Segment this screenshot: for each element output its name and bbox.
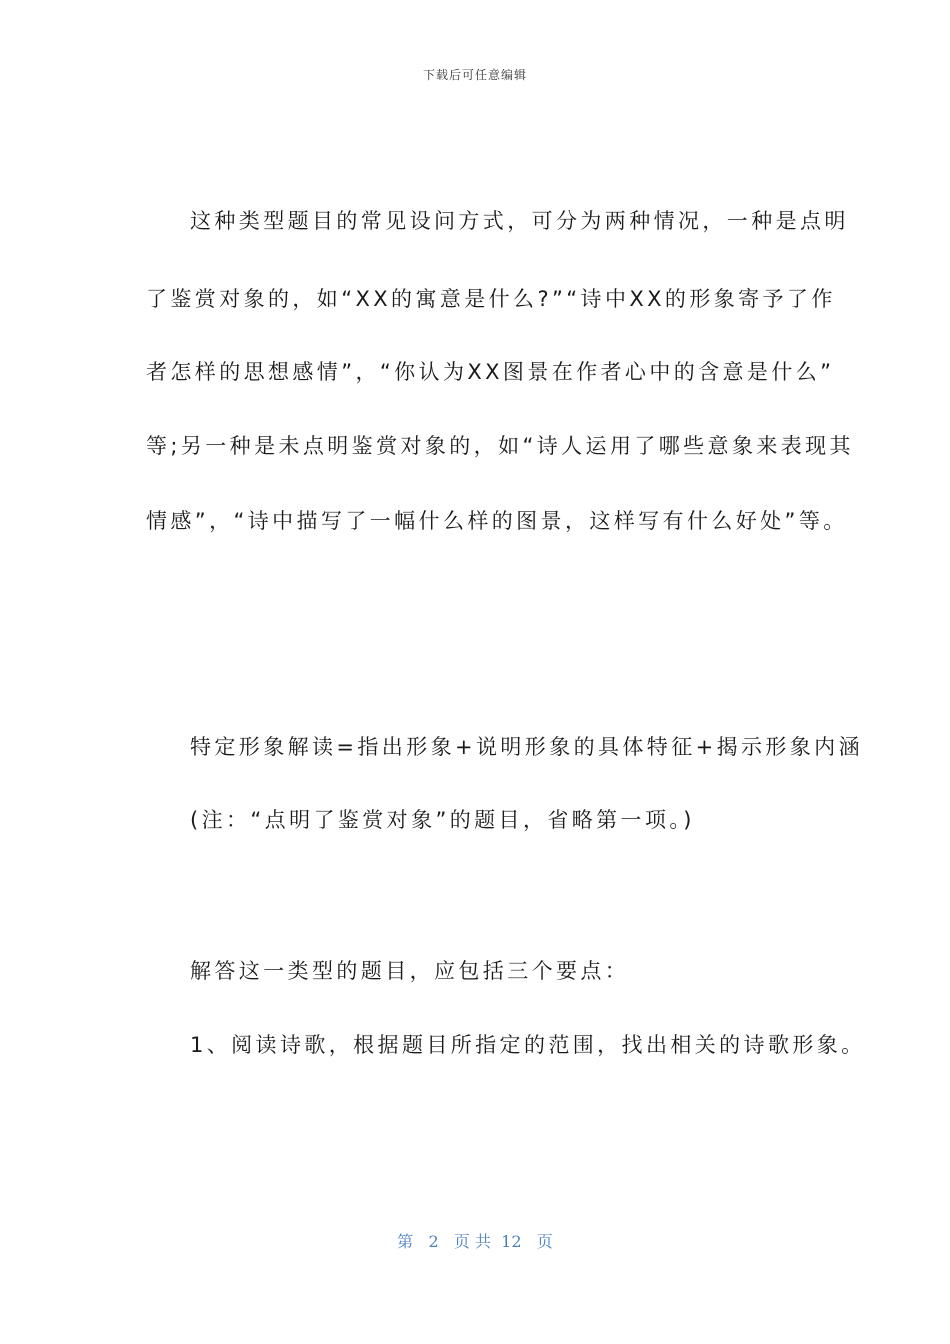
paragraph-line: 情感”，“诗中描写了一幅什么样的图景，这样写有什么好处”等。: [146, 509, 848, 533]
formula-line: 特定形象解读=指出形象+说明形象的具体特征+揭示形象内涵: [190, 735, 863, 759]
note-line: (注：“点明了鉴赏对象”的题目，省略第一项。): [190, 808, 695, 832]
footer-mid: 页 共: [453, 1232, 491, 1251]
page-footer: [0, 1229, 950, 1252]
footer-prefix: 第: [397, 1232, 414, 1251]
paragraph-line: 等;另一种是未点明鉴赏对象的，如“诗人运用了哪些意象来表现其: [146, 434, 854, 458]
paragraph-line: 者怎样的思想感情”，“你认为XX图景在作者心中的含意是什么”: [146, 360, 835, 384]
footer-suffix: 页: [536, 1232, 553, 1251]
total-pages-number: 12: [501, 1232, 522, 1251]
point-item: 1、阅读诗歌，根据题目所指定的范围，找出相关的诗歌形象。: [190, 1033, 866, 1057]
points-intro: 解答这一类型的题目，应包括三个要点：: [190, 959, 630, 983]
page-header: 下载后可任意编辑: [422, 68, 527, 82]
current-page-number: 2: [428, 1232, 439, 1251]
paragraph-line: 这种类型题目的常见设问方式，可分为两种情况，一种是点明: [190, 209, 849, 233]
paragraph-line: 了鉴赏对象的，如“XX的寓意是什么?”“诗中XX的形象寄予了作: [146, 287, 836, 311]
